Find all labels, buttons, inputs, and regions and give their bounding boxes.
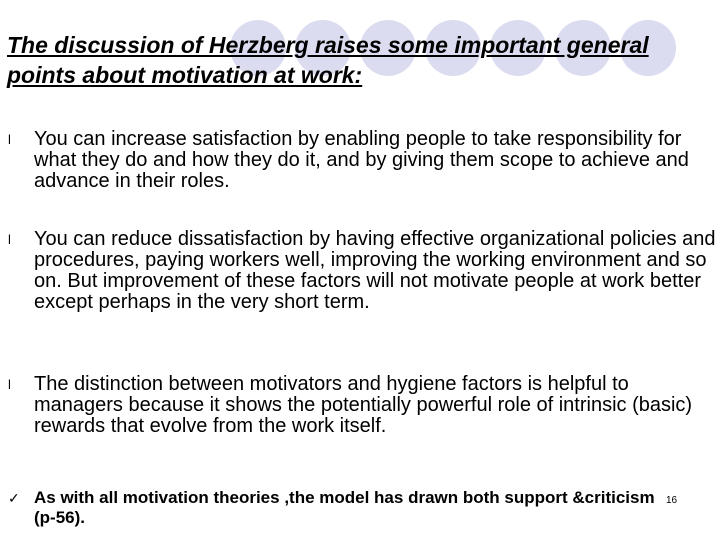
- bullet-text: You can reduce dissatisfaction by having effective organizational policies and procedures, paying workers well, improving the working environment and so on. But improvement of these factors will not motivate people at work better except perhaps in the very short term.: [34, 228, 716, 313]
- bullet-text: The distinction between motivators and hygiene factors is helpful to managers because it shows the potentially powerful role of intrinsic (basic) rewards that evolve from the work itself.: [34, 373, 693, 437]
- bullet-text: You can increase satisfaction by enabling people to take responsibility for what they do and how they do it, and by giving them scope to achieve and advance in their roles.: [34, 128, 689, 192]
- slide-number: 16: [666, 495, 678, 506]
- bullet-marker-icon: l: [8, 132, 11, 147]
- slide-title: The discussion of Herzberg raises some important general points about motivation at work:: [7, 32, 649, 88]
- bullet-text: As with all motivation theories ,the model has drawn both support &criticism (p-56).: [34, 488, 655, 527]
- bullet-marker-icon: l: [8, 232, 11, 247]
- checkmark-icon: ✓: [8, 490, 20, 506]
- bullet-marker-icon: l: [8, 377, 11, 392]
